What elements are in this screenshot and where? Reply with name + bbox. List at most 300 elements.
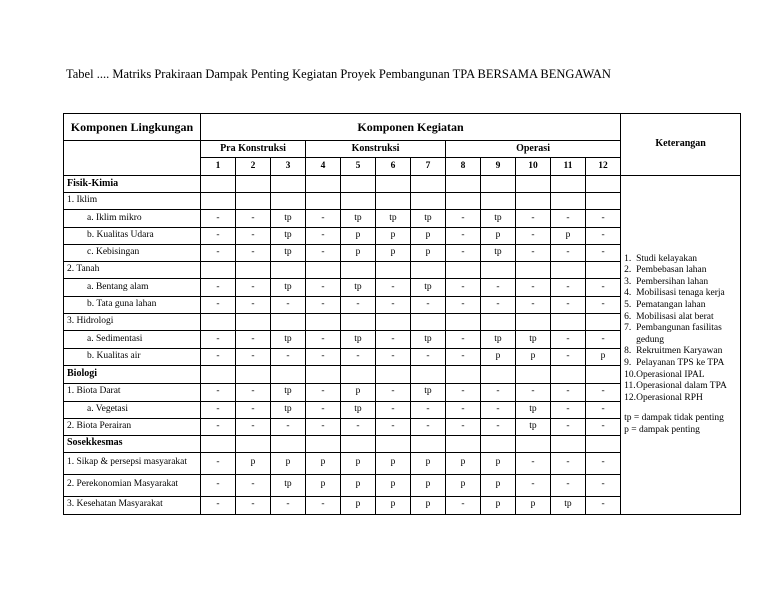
component-label: b. Kualitas air	[64, 349, 201, 366]
matrix-cell: p	[446, 474, 481, 496]
component-label: 2. Tanah	[64, 262, 201, 279]
matrix-cell: -	[236, 496, 271, 514]
activity-number: 9.	[624, 357, 632, 368]
matrix-cell	[201, 314, 236, 331]
list-item	[624, 312, 737, 324]
matrix-cell: tp	[481, 245, 516, 262]
activity-description: Operasional RPH	[636, 392, 703, 403]
component-label: 1. Sikap & persepsi masyarakat	[64, 452, 201, 474]
list-item	[624, 393, 737, 405]
matrix-cell	[446, 435, 481, 452]
matrix-cell: -	[236, 210, 271, 228]
matrix-cell: -	[236, 418, 271, 435]
matrix-cell	[411, 262, 446, 279]
matrix-cell	[271, 193, 306, 210]
matrix-cell: -	[446, 349, 481, 366]
matrix-cell	[341, 262, 376, 279]
matrix-cell: -	[551, 331, 586, 349]
matrix-cell: -	[446, 210, 481, 228]
matrix-cell: -	[271, 297, 306, 314]
matrix-cell: -	[236, 279, 271, 297]
group-pra-konstruksi: Pra Konstruksi	[201, 141, 306, 158]
matrix-cell: tp	[516, 331, 551, 349]
matrix-cell: p	[516, 349, 551, 366]
matrix-cell: tp	[341, 331, 376, 349]
matrix-cell: -	[411, 349, 446, 366]
matrix-cell: p	[411, 452, 446, 474]
matrix-cell: -	[201, 210, 236, 228]
matrix-cell: -	[481, 383, 516, 401]
matrix-cell	[271, 176, 306, 193]
section-label: Sosekkesmas	[64, 435, 201, 452]
matrix-cell: -	[201, 418, 236, 435]
matrix-cell: -	[551, 401, 586, 418]
matrix-cell: p	[306, 474, 341, 496]
matrix-cell: tp	[411, 210, 446, 228]
matrix-cell: p	[586, 349, 621, 366]
matrix-cell: p	[341, 383, 376, 401]
matrix-cell: -	[516, 383, 551, 401]
list-item	[624, 346, 737, 358]
matrix-cell: -	[481, 418, 516, 435]
matrix-cell: -	[306, 401, 341, 418]
matrix-cell: -	[411, 297, 446, 314]
keterangan-header: Keterangan	[621, 114, 741, 176]
matrix-cell: -	[236, 228, 271, 245]
list-item	[624, 288, 737, 300]
matrix-cell: -	[271, 496, 306, 514]
matrix-cell: -	[446, 401, 481, 418]
legend-entry: tp = dampak tidak penting	[624, 413, 724, 424]
matrix-cell	[411, 193, 446, 210]
matrix-cell	[551, 176, 586, 193]
matrix-cell	[586, 176, 621, 193]
matrix-cell: -	[446, 228, 481, 245]
matrix-cell: tp	[271, 228, 306, 245]
matrix-cell: tp	[411, 279, 446, 297]
matrix-cell: -	[446, 418, 481, 435]
matrix-cell	[516, 176, 551, 193]
matrix-cell	[586, 262, 621, 279]
matrix-cell: -	[306, 349, 341, 366]
matrix-cell: tp	[271, 245, 306, 262]
list-item	[624, 254, 737, 266]
matrix-cell	[236, 262, 271, 279]
activity-number: 6.	[624, 311, 632, 322]
matrix-cell: tp	[516, 401, 551, 418]
matrix-cell	[586, 435, 621, 452]
activity-number: 11.	[624, 381, 636, 392]
matrix-cell	[236, 193, 271, 210]
matrix-cell: p	[481, 452, 516, 474]
section-label: Biologi	[64, 366, 201, 383]
matrix-cell: p	[481, 228, 516, 245]
matrix-cell: -	[516, 245, 551, 262]
matrix-cell: -	[306, 496, 341, 514]
matrix-cell	[446, 193, 481, 210]
matrix-cell	[201, 366, 236, 383]
activity-legend-list	[624, 254, 737, 405]
component-label: 1. Iklim	[64, 193, 201, 210]
table-caption: Tabel .... Matriks Prakiraan Dampak Penting Kegiatan Proyek Pembangunan TPA BERSAMA BENGAWAN	[66, 67, 611, 81]
activity-description: Pembersihan lahan	[636, 276, 709, 287]
matrix-cell	[411, 176, 446, 193]
matrix-cell: -	[201, 474, 236, 496]
matrix-cell: tp	[271, 331, 306, 349]
matrix-cell: -	[516, 210, 551, 228]
activity-number-header: 2	[236, 158, 271, 176]
matrix-cell: -	[201, 349, 236, 366]
list-item	[624, 381, 737, 393]
component-label: 1. Biota Darat	[64, 383, 201, 401]
activity-number-header: 10	[516, 158, 551, 176]
matrix-cell: -	[236, 349, 271, 366]
matrix-cell	[341, 366, 376, 383]
matrix-cell: -	[551, 297, 586, 314]
matrix-cell: tp	[341, 210, 376, 228]
activity-number: 8.	[624, 346, 632, 357]
matrix-cell: tp	[516, 418, 551, 435]
matrix-cell: -	[411, 418, 446, 435]
komponen-kegiatan-header: Komponen Kegiatan	[201, 114, 621, 141]
matrix-cell: -	[516, 452, 551, 474]
matrix-cell: -	[551, 245, 586, 262]
matrix-cell: -	[201, 496, 236, 514]
matrix-cell: -	[586, 383, 621, 401]
activity-description: Operasional IPAL	[636, 369, 705, 380]
matrix-cell: -	[586, 210, 621, 228]
group-operasi: Operasi	[446, 141, 621, 158]
matrix-cell: -	[376, 401, 411, 418]
matrix-cell: -	[551, 279, 586, 297]
matrix-cell: -	[586, 297, 621, 314]
matrix-cell: tp	[376, 210, 411, 228]
matrix-cell	[411, 314, 446, 331]
matrix-cell: tp	[411, 383, 446, 401]
matrix-cell: -	[306, 210, 341, 228]
activity-number-header: 4	[306, 158, 341, 176]
component-label: b. Tata guna lahan	[64, 297, 201, 314]
matrix-cell: p	[376, 474, 411, 496]
activity-number: 5.	[624, 300, 632, 311]
komponen-lingkungan-header: Komponen Lingkungan	[64, 114, 201, 141]
matrix-cell: tp	[271, 401, 306, 418]
activity-description: Operasional dalam TPA	[636, 381, 727, 392]
matrix-cell: p	[411, 496, 446, 514]
matrix-cell: -	[201, 228, 236, 245]
activity-description: Pelayanan TPS ke TPA	[636, 357, 725, 368]
matrix-cell: tp	[341, 401, 376, 418]
matrix-cell: -	[236, 297, 271, 314]
matrix-cell	[516, 193, 551, 210]
impact-legend	[624, 413, 737, 436]
matrix-cell	[201, 435, 236, 452]
matrix-cell	[446, 262, 481, 279]
matrix-cell: -	[306, 297, 341, 314]
matrix-cell: -	[271, 349, 306, 366]
matrix-cell: -	[586, 279, 621, 297]
activity-number: 3.	[624, 276, 632, 287]
matrix-body	[64, 114, 741, 515]
matrix-cell	[516, 435, 551, 452]
matrix-cell: p	[306, 452, 341, 474]
matrix-cell	[376, 193, 411, 210]
matrix-cell: -	[446, 383, 481, 401]
matrix-cell: -	[376, 349, 411, 366]
matrix-cell: -	[236, 401, 271, 418]
matrix-cell: -	[411, 401, 446, 418]
matrix-cell	[551, 366, 586, 383]
matrix-cell: -	[306, 331, 341, 349]
matrix-cell	[481, 435, 516, 452]
matrix-cell: -	[201, 383, 236, 401]
matrix-cell: tp	[271, 474, 306, 496]
activity-number-header: 5	[341, 158, 376, 176]
matrix-cell: p	[411, 474, 446, 496]
list-item	[624, 358, 737, 370]
matrix-cell: -	[201, 331, 236, 349]
matrix-cell: p	[411, 228, 446, 245]
matrix-cell: p	[341, 228, 376, 245]
matrix-cell	[376, 176, 411, 193]
matrix-cell: p	[446, 452, 481, 474]
matrix-cell: p	[376, 452, 411, 474]
matrix-cell: p	[411, 245, 446, 262]
matrix-cell: -	[201, 452, 236, 474]
component-label: 3. Kesehatan Masyarakat	[64, 496, 201, 514]
matrix-cell: -	[201, 279, 236, 297]
activity-number-header: 8	[446, 158, 481, 176]
matrix-cell	[271, 435, 306, 452]
matrix-cell	[551, 262, 586, 279]
keterangan-panel	[621, 176, 741, 515]
activity-number: 7.	[624, 323, 632, 334]
matrix-cell	[551, 314, 586, 331]
matrix-cell: -	[341, 297, 376, 314]
matrix-cell: -	[481, 279, 516, 297]
matrix-cell: -	[586, 418, 621, 435]
activity-description: Mobilisasi tenaga kerja	[636, 288, 725, 299]
matrix-cell: -	[551, 452, 586, 474]
matrix-cell: tp	[271, 383, 306, 401]
matrix-cell: -	[446, 331, 481, 349]
matrix-cell: p	[376, 496, 411, 514]
matrix-cell: p	[236, 452, 271, 474]
matrix-cell	[201, 176, 236, 193]
activity-description: Pematangan lahan	[636, 300, 706, 311]
matrix-cell: p	[341, 245, 376, 262]
header-row-main	[64, 114, 741, 141]
matrix-cell: -	[306, 279, 341, 297]
list-item	[624, 265, 737, 277]
matrix-cell	[446, 176, 481, 193]
matrix-cell: tp	[411, 331, 446, 349]
matrix-cell: -	[236, 383, 271, 401]
matrix-cell: -	[586, 228, 621, 245]
matrix-cell: -	[551, 349, 586, 366]
matrix-cell: -	[551, 383, 586, 401]
matrix-cell	[481, 262, 516, 279]
matrix-cell	[306, 262, 341, 279]
component-label: 2. Perekonomian Masyarakat	[64, 474, 201, 496]
component-label: a. Vegetasi	[64, 401, 201, 418]
matrix-cell	[376, 366, 411, 383]
matrix-cell: -	[516, 474, 551, 496]
component-label: a. Bentang alam	[64, 279, 201, 297]
matrix-cell: p	[551, 228, 586, 245]
matrix-cell: tp	[341, 279, 376, 297]
matrix-cell: tp	[271, 210, 306, 228]
matrix-cell	[481, 176, 516, 193]
activity-number-header: 6	[376, 158, 411, 176]
matrix-cell: -	[586, 245, 621, 262]
matrix-cell	[586, 366, 621, 383]
matrix-cell	[376, 435, 411, 452]
component-label: b. Kualitas Udara	[64, 228, 201, 245]
matrix-cell: -	[376, 383, 411, 401]
matrix-cell: tp	[481, 210, 516, 228]
matrix-cell	[446, 314, 481, 331]
component-label: a. Sedimentasi	[64, 331, 201, 349]
matrix-cell: -	[376, 418, 411, 435]
matrix-cell	[481, 314, 516, 331]
matrix-cell: -	[516, 297, 551, 314]
matrix-cell: -	[376, 297, 411, 314]
activity-number: 1.	[624, 253, 632, 264]
matrix-cell	[516, 314, 551, 331]
matrix-cell: -	[236, 245, 271, 262]
list-item	[624, 323, 737, 346]
matrix-cell: -	[376, 331, 411, 349]
matrix-cell: tp	[271, 279, 306, 297]
matrix-cell	[446, 366, 481, 383]
matrix-cell	[306, 435, 341, 452]
list-item	[624, 370, 737, 382]
matrix-cell	[586, 193, 621, 210]
matrix-cell: p	[376, 228, 411, 245]
matrix-cell: -	[271, 418, 306, 435]
activity-description: Rekruitmen Karyawan	[636, 346, 723, 357]
matrix-cell	[306, 176, 341, 193]
matrix-cell: p	[481, 474, 516, 496]
matrix-cell: p	[481, 496, 516, 514]
matrix-cell: -	[341, 349, 376, 366]
activity-description: Pembebasan lahan	[636, 265, 707, 276]
matrix-cell: -	[306, 383, 341, 401]
list-item	[624, 277, 737, 289]
matrix-cell	[516, 262, 551, 279]
matrix-cell: -	[201, 401, 236, 418]
matrix-cell	[516, 366, 551, 383]
matrix-cell	[481, 193, 516, 210]
matrix-cell: -	[586, 496, 621, 514]
matrix-cell	[271, 314, 306, 331]
matrix-cell	[341, 435, 376, 452]
matrix-cell: tp	[481, 331, 516, 349]
matrix-cell	[411, 435, 446, 452]
matrix-cell	[376, 262, 411, 279]
matrix-cell	[376, 314, 411, 331]
legend-entry: p = dampak penting	[624, 424, 700, 435]
matrix-cell: p	[481, 349, 516, 366]
matrix-cell: tp	[551, 496, 586, 514]
activity-number-header: 1	[201, 158, 236, 176]
matrix-cell	[236, 176, 271, 193]
impact-matrix-table	[63, 113, 741, 515]
activity-description: Studi kelayakan	[636, 253, 698, 264]
matrix-cell	[306, 314, 341, 331]
component-label: 2. Biota Perairan	[64, 418, 201, 435]
section-label: Fisik-Kimia	[64, 176, 201, 193]
activity-description: Pembangunan fasilitas gedung	[636, 323, 722, 345]
matrix-cell: -	[586, 401, 621, 418]
header-empty-cell	[64, 141, 201, 176]
matrix-cell: -	[236, 331, 271, 349]
matrix-cell: p	[516, 496, 551, 514]
activity-number: 4.	[624, 288, 632, 299]
matrix-cell	[411, 366, 446, 383]
matrix-cell	[341, 193, 376, 210]
matrix-cell: -	[516, 279, 551, 297]
activity-number: 2.	[624, 265, 632, 276]
matrix-cell	[306, 366, 341, 383]
matrix-cell	[236, 314, 271, 331]
matrix-cell: -	[306, 245, 341, 262]
matrix-cell: -	[341, 418, 376, 435]
matrix-cell: -	[516, 228, 551, 245]
matrix-cell: -	[446, 279, 481, 297]
matrix-cell: -	[551, 418, 586, 435]
matrix-cell: -	[586, 474, 621, 496]
matrix-cell: -	[306, 418, 341, 435]
activity-number: 10.	[624, 369, 636, 380]
matrix-cell	[551, 193, 586, 210]
activity-number-header: 11	[551, 158, 586, 176]
matrix-cell	[236, 366, 271, 383]
matrix-cell: -	[586, 331, 621, 349]
matrix-cell	[271, 262, 306, 279]
matrix-cell: p	[376, 245, 411, 262]
matrix-cell: -	[446, 297, 481, 314]
matrix-cell: -	[306, 228, 341, 245]
matrix-cell	[586, 314, 621, 331]
matrix-cell: -	[481, 297, 516, 314]
matrix-cell: -	[551, 210, 586, 228]
matrix-cell: -	[376, 279, 411, 297]
matrix-cell: -	[236, 474, 271, 496]
matrix-cell: p	[341, 474, 376, 496]
component-label: a. Iklim mikro	[64, 210, 201, 228]
matrix-cell: -	[446, 496, 481, 514]
activity-number-header: 3	[271, 158, 306, 176]
matrix-cell: p	[271, 452, 306, 474]
matrix-cell	[341, 176, 376, 193]
matrix-cell: -	[481, 401, 516, 418]
matrix-cell	[201, 262, 236, 279]
matrix-cell	[271, 366, 306, 383]
list-item	[624, 300, 737, 312]
activity-number-header: 9	[481, 158, 516, 176]
matrix-cell	[201, 193, 236, 210]
matrix-cell: -	[201, 297, 236, 314]
activity-number-header: 12	[586, 158, 621, 176]
matrix-cell: -	[446, 245, 481, 262]
matrix-cell: p	[341, 496, 376, 514]
matrix-cell	[481, 366, 516, 383]
component-label: 3. Hidrologi	[64, 314, 201, 331]
component-label: c. Kebisingan	[64, 245, 201, 262]
matrix-cell: -	[551, 474, 586, 496]
